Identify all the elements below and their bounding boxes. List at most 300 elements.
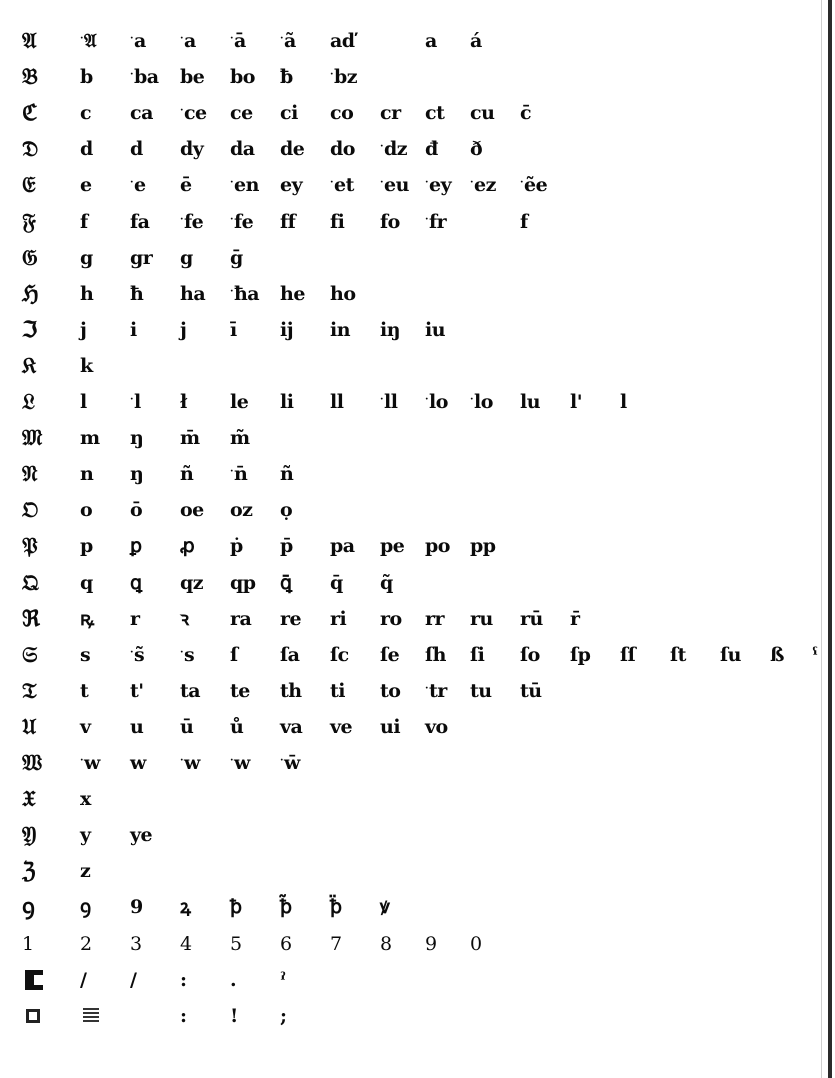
ligature-glyph	[425, 172, 451, 202]
numeral-glyph: 9	[425, 933, 437, 955]
ligature-glyph: ij	[280, 319, 294, 341]
glyph-text: ce	[183, 102, 207, 124]
ligature-glyph: i	[130, 319, 137, 341]
ligature-glyph: ꝑ	[130, 535, 142, 557]
ligature-glyph: j	[180, 319, 187, 341]
ligature-glyph: do	[330, 138, 355, 160]
ligature-glyph	[425, 389, 448, 419]
ligature-glyph	[520, 172, 547, 202]
ligature-glyph: u	[130, 716, 144, 738]
ligature-glyph: ſh	[425, 644, 446, 666]
ligature-glyph	[470, 172, 496, 202]
glyph-text: e	[133, 174, 146, 196]
ligature-glyph: v	[80, 716, 91, 738]
accent-dot: ·	[425, 683, 428, 694]
ligature-glyph: oe	[180, 499, 204, 521]
accent-dot: ·	[180, 214, 183, 225]
ligature-glyph: o	[80, 499, 93, 521]
ligature-glyph: đ	[425, 138, 438, 160]
ligature-glyph: .	[230, 969, 237, 991]
ligature-glyph: s	[80, 644, 91, 666]
glyph-text: fe	[233, 211, 254, 233]
ligature-glyph: ro	[380, 608, 402, 630]
glyph-text: tr	[428, 680, 447, 702]
ligature-glyph	[230, 281, 259, 311]
ligature-glyph: ˀ	[280, 969, 286, 991]
ligature-glyph: ff	[280, 211, 296, 233]
capital-letter: ℌ	[22, 281, 39, 307]
accent-dot: ·	[470, 394, 473, 405]
ligature-glyph: th	[280, 680, 302, 702]
ligature-glyph: cr	[380, 102, 401, 124]
ligature-glyph: ta	[180, 680, 201, 702]
capital-letter: 𝔇	[22, 136, 38, 162]
pilcrow-icon	[22, 967, 46, 993]
specimen-row	[0, 425, 820, 458]
ligature-glyph: :	[180, 969, 187, 991]
specimen-row	[0, 245, 820, 278]
ligature-glyph: ꝗ	[130, 572, 142, 594]
numeral-glyph: 0	[470, 933, 482, 955]
ligature-glyph: de	[280, 138, 305, 160]
ligature-glyph: fo	[380, 211, 400, 233]
ligature-glyph	[380, 136, 407, 166]
ligature-glyph: l'	[570, 391, 583, 413]
ligature-glyph: a	[425, 30, 437, 52]
ligature-glyph: n	[80, 463, 94, 485]
ligature-glyph: q̄	[330, 572, 343, 594]
specimen-row	[0, 533, 820, 566]
capital-letter: ℨ	[22, 858, 36, 884]
ligature-glyph: t	[80, 680, 89, 702]
ligature-glyph: ƀ	[280, 66, 293, 88]
specimen-row	[0, 461, 820, 494]
glyph-text: ã	[283, 30, 296, 52]
ligature-glyph: rū	[520, 608, 543, 630]
ligature-glyph: ꝥ̃	[280, 896, 292, 918]
glyph-text: w	[183, 752, 200, 774]
ligature-glyph: ḡ	[230, 247, 243, 269]
ligature-glyph: ꝟ	[380, 896, 390, 918]
capital-letter: 𝔛	[22, 786, 35, 812]
ligature-glyph: y	[80, 824, 91, 846]
ligature-glyph: m	[80, 427, 100, 449]
ligature-glyph: á	[470, 30, 482, 52]
ligature-glyph	[425, 678, 447, 708]
numeral-glyph: 6	[280, 933, 292, 955]
ligature-glyph	[180, 642, 194, 672]
specimen-row	[0, 281, 820, 314]
glyph-text: et	[333, 174, 354, 196]
ligature-glyph: dy	[180, 138, 204, 160]
ligature-glyph: h	[80, 283, 94, 305]
ligature-glyph: g	[180, 247, 193, 269]
ligature-glyph: iŋ	[380, 319, 401, 341]
glyph-text: w̄	[283, 752, 300, 774]
accent-dot: ·	[380, 177, 383, 188]
ligature-glyph: ꝗ̄	[280, 572, 292, 594]
ligature-glyph: ọ	[280, 499, 293, 521]
ligature-glyph: q	[80, 572, 93, 594]
capital-letter: 𝔄	[22, 28, 37, 54]
ligature-glyph: ſa	[280, 644, 300, 666]
ornament-block-icon	[80, 1003, 104, 1029]
ligature-glyph: qp	[230, 572, 256, 594]
ligature-glyph: f	[80, 211, 88, 233]
specimen-row	[0, 642, 820, 675]
capital-letter: ꝯ	[22, 894, 35, 920]
numeral-glyph: 7	[330, 933, 342, 955]
ligature-glyph: ß	[770, 644, 784, 666]
ligature-glyph	[470, 389, 493, 419]
accent-dot: ·	[330, 177, 333, 188]
specimen-row	[0, 894, 820, 927]
ligature-glyph	[180, 209, 203, 239]
ligature-glyph: ꝓ	[180, 535, 195, 557]
ligature-glyph	[230, 461, 247, 491]
numeral-glyph: 5	[230, 933, 242, 955]
specimen-row	[0, 714, 820, 747]
accent-dot: ·	[80, 33, 83, 44]
ligature-glyph: ye	[130, 824, 153, 846]
glyph-text: ez	[473, 174, 496, 196]
ligature-glyph	[380, 172, 409, 202]
ligature-glyph: bo	[230, 66, 255, 88]
specimen-row	[0, 389, 820, 422]
specimen-row	[0, 750, 820, 783]
ligature-glyph: ī	[230, 319, 237, 341]
ligature-glyph: ñ	[180, 463, 194, 485]
ligature-glyph: ct	[425, 102, 445, 124]
ligature-glyph: ꝝ	[180, 896, 191, 918]
capital-letter: 𝔔	[22, 570, 38, 596]
capital-letter: ℜ	[22, 606, 40, 632]
ligature-glyph: be	[180, 66, 205, 88]
ligature-glyph: pp	[470, 535, 496, 557]
glyph-text: l	[133, 391, 141, 413]
capital-letter: 𝔐	[22, 425, 42, 451]
ligature-glyph: m̃	[230, 427, 250, 449]
ligature-glyph: vo	[425, 716, 448, 738]
capital-letter: 𝔉	[22, 209, 36, 235]
accent-dot: ·	[230, 755, 233, 766]
ligature-glyph: /	[80, 969, 87, 991]
ligature-glyph	[230, 209, 253, 239]
capital-letter: 𝔒	[22, 497, 38, 523]
ligature-glyph: ſ	[230, 644, 238, 666]
accent-dot: ·	[230, 177, 233, 188]
specimen-row	[0, 931, 820, 964]
accent-dot: ·	[380, 141, 383, 152]
ligature-glyph: ha	[180, 283, 206, 305]
capital-letter: 𝔗	[22, 678, 37, 704]
accent-dot: ·	[230, 33, 233, 44]
specimen-row	[0, 353, 820, 386]
ligature-glyph: ſo	[520, 644, 540, 666]
ligature-glyph: ñ	[280, 463, 294, 485]
ligature-glyph: p	[80, 535, 93, 557]
ligature-glyph: ꝯ	[80, 896, 91, 918]
ligature-glyph: ˁ	[812, 644, 818, 666]
ligature-glyph: da	[230, 138, 255, 160]
ligature-glyph: ce	[230, 102, 253, 124]
specimen-row	[0, 497, 820, 530]
glyph-text: ẽe	[523, 174, 548, 196]
accent-dot: ·	[230, 466, 233, 477]
ligature-glyph: ra	[230, 608, 252, 630]
ligature-glyph: l	[80, 391, 87, 413]
capital-letter: 𝔘	[22, 714, 36, 740]
ligature-glyph: oz	[230, 499, 253, 521]
ligature-glyph: ð	[470, 138, 483, 160]
glyph-text: 𝔄	[83, 30, 97, 52]
ligature-glyph: ꝥ	[230, 896, 242, 918]
ligature-glyph: ł	[180, 391, 187, 413]
glyph-text: dz	[383, 138, 408, 160]
ligature-glyph: ꝶ	[80, 608, 94, 630]
ligature-glyph: li	[280, 391, 294, 413]
accent-dot: ·	[280, 33, 283, 44]
capital-letter: 𝔅	[22, 64, 38, 90]
ligature-glyph: tū	[520, 680, 542, 702]
specimen-row	[0, 100, 820, 133]
accent-dot: ·	[180, 647, 183, 658]
ligature-glyph	[180, 750, 200, 780]
ligature-glyph: k	[80, 355, 93, 377]
ligature-glyph: r	[130, 608, 140, 630]
ligature-glyph	[280, 750, 300, 780]
ligature-glyph: ſp	[570, 644, 591, 666]
ligature-glyph: ru	[470, 608, 493, 630]
specimen-row	[0, 64, 820, 97]
ligature-glyph	[80, 28, 96, 58]
numeral-glyph: 4	[180, 933, 192, 955]
glyph-text: eu	[383, 174, 409, 196]
accent-dot: ·	[230, 286, 233, 297]
glyph-text: ey	[428, 174, 452, 196]
glyph-text: ā	[233, 30, 246, 52]
numeral-1: 1	[22, 933, 34, 955]
ligature-glyph: p̄	[280, 535, 293, 557]
ligature-glyph: q̃	[380, 572, 393, 594]
specimen-row	[0, 1003, 820, 1036]
ligature-glyph	[380, 389, 397, 419]
glyph-text: a	[183, 30, 196, 52]
ligature-glyph: ui	[380, 716, 401, 738]
ligature-glyph: e	[80, 174, 92, 196]
glyph-text: fe	[183, 211, 204, 233]
ligature-glyph	[330, 64, 357, 94]
ligature-glyph: fa	[130, 211, 150, 233]
ligature-glyph: co	[330, 102, 354, 124]
capital-letter: 𝔎	[22, 353, 36, 379]
ligature-glyph: ꝥ̈	[330, 896, 342, 918]
accent-dot: ·	[180, 755, 183, 766]
ligature-glyph: ho	[330, 283, 356, 305]
glyph-text: ħa	[233, 283, 260, 305]
numeral-glyph: 3	[130, 933, 142, 955]
glyph-text: w	[83, 752, 100, 774]
page-edge-rule	[828, 0, 832, 1078]
numeral-glyph: 8	[380, 933, 392, 955]
ligature-glyph	[230, 750, 250, 780]
ligature-glyph	[130, 64, 159, 94]
ligature-glyph: m̄	[180, 427, 200, 449]
ligature-glyph: w	[130, 752, 146, 774]
capital-letter: ℑ	[22, 317, 37, 343]
ligature-glyph	[180, 100, 207, 130]
ligature-glyph: ē	[180, 174, 192, 196]
ligature-glyph: ō	[130, 499, 143, 521]
ligature-glyph: cu	[470, 102, 495, 124]
ligature-glyph	[230, 28, 246, 58]
glyph-text: ba	[133, 66, 159, 88]
accent-dot: ·	[130, 394, 133, 405]
ligature-glyph	[130, 28, 146, 58]
ligature-glyph: ci	[280, 102, 298, 124]
ligature-glyph: j	[80, 319, 87, 341]
ligature-glyph: iu	[425, 319, 446, 341]
specimen-row	[0, 172, 820, 205]
accent-dot: ·	[230, 214, 233, 225]
glyph-text: en	[233, 174, 259, 196]
ligature-glyph: ſſ	[620, 644, 636, 666]
capital-letter: 𝔊	[22, 245, 38, 271]
ligature-glyph: !	[230, 1005, 238, 1027]
ligature-glyph: ll	[330, 391, 344, 413]
capital-letter: 𝔓	[22, 533, 38, 559]
specimen-row	[0, 136, 820, 169]
ligature-glyph: in	[330, 319, 351, 341]
glyph-text: n̄	[233, 463, 248, 485]
ligature-glyph: g	[80, 247, 93, 269]
ligature-glyph	[230, 172, 259, 202]
ligature-glyph: ri	[330, 608, 347, 630]
ligature-glyph: ti	[330, 680, 345, 702]
glyph-text: s̃	[133, 644, 145, 666]
ligature-glyph: /	[130, 969, 137, 991]
accent-dot: ·	[130, 177, 133, 188]
ligature-glyph: ey	[280, 174, 303, 196]
ligature-glyph	[80, 750, 100, 780]
ligature-glyph: t'	[130, 680, 144, 702]
capital-letter: 𝔈	[22, 172, 35, 198]
capital-letter: ℭ	[22, 100, 37, 126]
ligature-glyph: b	[80, 66, 93, 88]
specimen-row	[0, 570, 820, 603]
ligature-glyph: c	[80, 102, 92, 124]
specimen-row	[0, 209, 820, 242]
ligature-glyph	[425, 209, 446, 239]
specimen-row	[0, 317, 820, 350]
glyph-text: w	[233, 752, 250, 774]
ligature-glyph: te	[230, 680, 250, 702]
ligature-glyph: f	[520, 211, 528, 233]
glyph-text: ll	[383, 391, 398, 413]
ligature-glyph: d	[130, 138, 143, 160]
accent-dot: ·	[80, 755, 83, 766]
ligature-glyph: ſi	[470, 644, 485, 666]
glyph-text: a	[133, 30, 146, 52]
ligature-glyph: ů	[230, 716, 244, 738]
ligature-glyph: qz	[180, 572, 204, 594]
ligature-glyph: re	[280, 608, 302, 630]
ligature-glyph: fi	[330, 211, 345, 233]
ligature-glyph	[180, 28, 196, 58]
specimen-row	[0, 28, 820, 61]
specimen-row	[0, 822, 820, 855]
ligature-glyph	[130, 389, 141, 419]
ligature-glyph: 9	[130, 896, 143, 918]
ligature-glyph: aď	[330, 30, 355, 52]
ligature-glyph: x	[80, 788, 91, 810]
glyph-text: fr	[428, 211, 447, 233]
accent-dot: ·	[330, 69, 333, 80]
ligature-glyph: lu	[520, 391, 541, 413]
ligature-glyph: to	[380, 680, 401, 702]
accent-dot: ·	[180, 105, 183, 116]
ligature-glyph: ū	[180, 716, 194, 738]
ligature-glyph	[280, 28, 296, 58]
ligature-glyph: ħ	[130, 283, 144, 305]
capital-letter: 𝔑	[22, 461, 38, 487]
accent-dot: ·	[130, 69, 133, 80]
page-edge-faint-rule	[821, 0, 822, 1078]
capital-letter: 𝔏	[22, 389, 35, 415]
accent-dot: ·	[470, 177, 473, 188]
ligature-glyph: pe	[380, 535, 405, 557]
accent-dot: ·	[130, 647, 133, 658]
ligature-glyph: va	[280, 716, 303, 738]
glyph-text: s	[183, 644, 195, 666]
accent-dot: ·	[180, 33, 183, 44]
accent-dot: ·	[520, 177, 523, 188]
capital-letter: 𝔚	[22, 750, 42, 776]
ligature-glyph: ŋ	[130, 463, 144, 485]
ligature-glyph: ſu	[720, 644, 741, 666]
ligature-glyph: ve	[330, 716, 353, 738]
specimen-row	[0, 967, 820, 1000]
ligature-glyph: ſt	[670, 644, 686, 666]
specimen-row	[0, 678, 820, 711]
ligature-glyph: ſc	[330, 644, 349, 666]
glyph-text: lo	[473, 391, 493, 413]
accent-dot: ·	[380, 394, 383, 405]
ligature-glyph: pa	[330, 535, 355, 557]
specimen-row	[0, 606, 820, 639]
ligature-glyph: z	[80, 860, 91, 882]
ligature-glyph: gr	[130, 247, 153, 269]
ligature-glyph: ;	[280, 1005, 287, 1027]
ligature-glyph	[130, 642, 144, 672]
ligature-glyph: ṗ	[230, 535, 243, 557]
specimen-row	[0, 786, 820, 819]
ligature-glyph: :	[180, 1005, 187, 1027]
ligature-glyph	[330, 172, 354, 202]
ligature-glyph: le	[230, 391, 249, 413]
glyph-text: lo	[428, 391, 448, 413]
ligature-glyph: he	[280, 283, 305, 305]
capital-letter: 𝔖	[22, 642, 37, 668]
glyph-text: bz	[333, 66, 358, 88]
ligature-glyph	[130, 172, 146, 202]
accent-dot: ·	[130, 33, 133, 44]
ligature-glyph: d	[80, 138, 93, 160]
ligature-glyph: ŋ	[130, 427, 144, 449]
ligature-glyph: ſe	[380, 644, 400, 666]
accent-dot: ·	[425, 214, 428, 225]
accent-dot: ·	[280, 755, 283, 766]
